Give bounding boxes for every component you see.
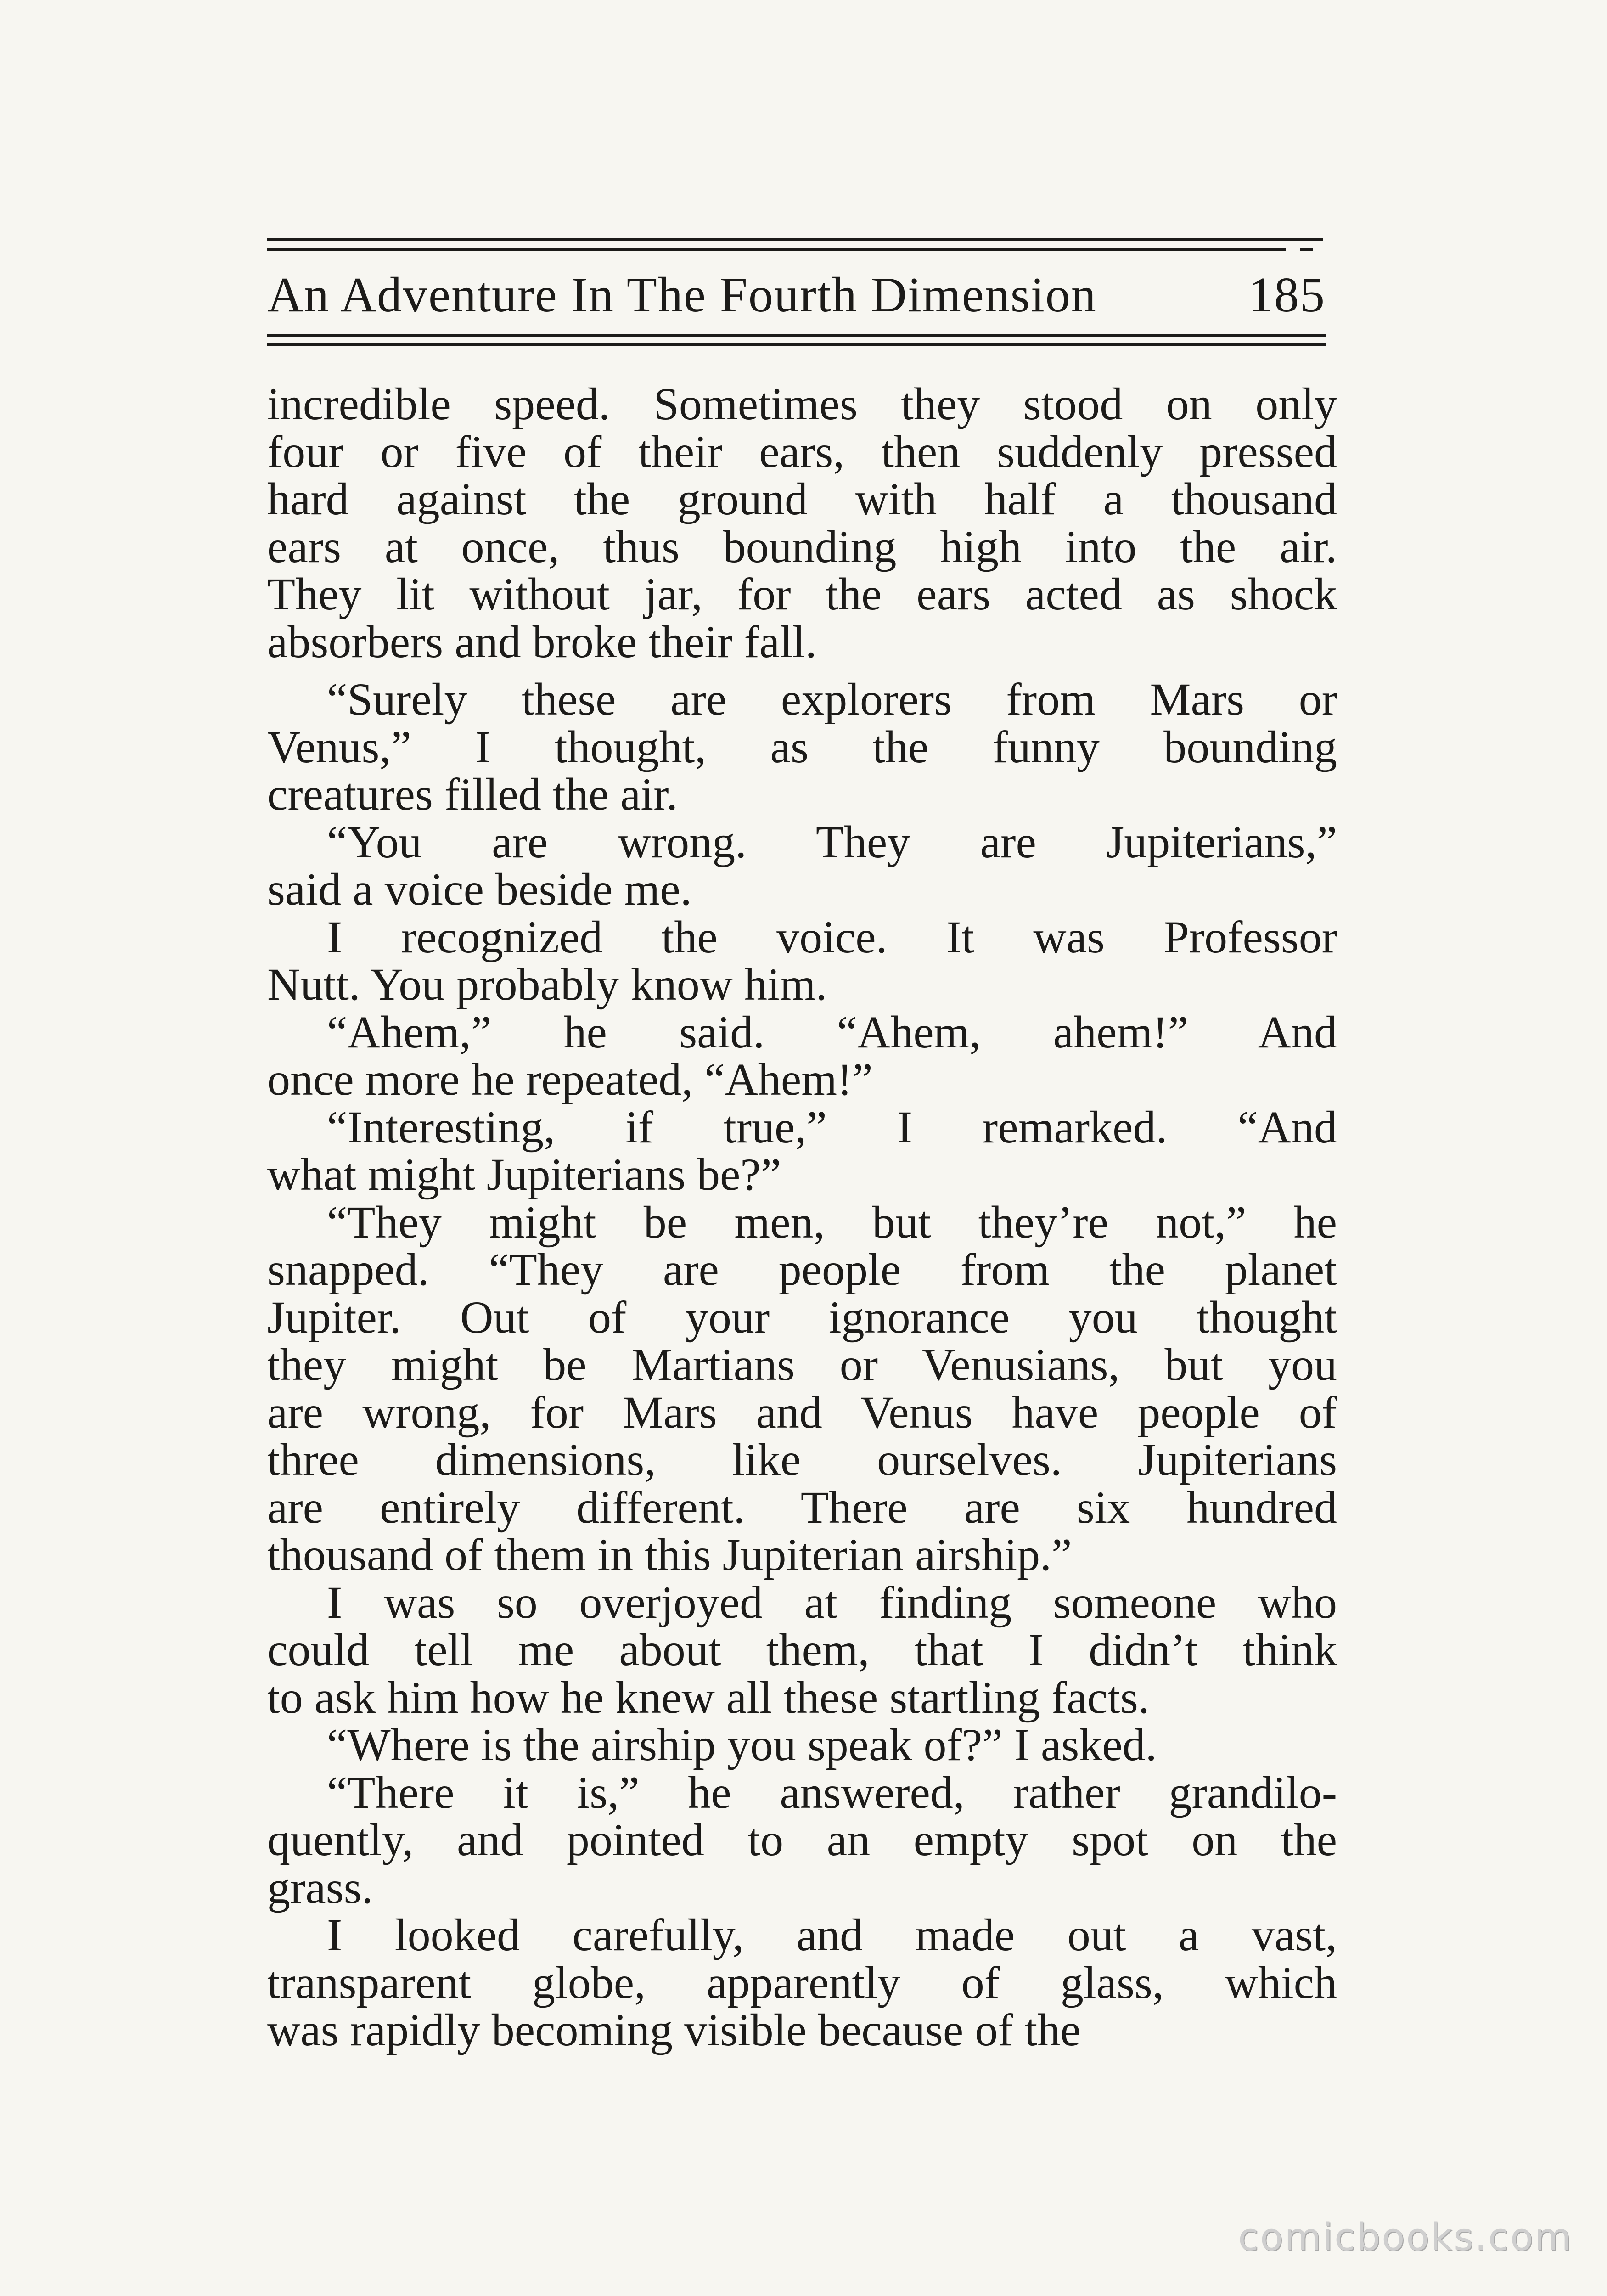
paragraph	[267, 818, 1337, 913]
text-line: I looked carefully, and made out a vast,	[327, 1909, 1337, 1960]
text-line: “You are wrong. They are Jupiterians,”	[327, 816, 1337, 867]
paragraph	[267, 1196, 1337, 1580]
body-text	[267, 380, 1337, 2054]
text-line: I was so overjoyed at finding someone who	[327, 1576, 1337, 1628]
text-line: what might Jupiterians be?”	[267, 1149, 781, 1200]
paragraph	[267, 1769, 1337, 1912]
text-line: “Surely these are explorers from Mars or	[327, 674, 1337, 725]
text-line: once more he repeated, “Ahem!”	[267, 1054, 873, 1105]
text-line: Nutt. You probably know him.	[267, 959, 827, 1010]
text-line: They lit without jar, for the ears acted as shock	[267, 568, 1337, 619]
text-line: thousand of them in this Jupiterian airship.”	[267, 1529, 1072, 1580]
text-line: transparent globe, apparently of glass, which	[267, 1957, 1337, 2008]
paragraph	[267, 675, 1337, 818]
text-line: Jupiter. Out of your ignorance you thought	[267, 1291, 1337, 1343]
rule-line	[267, 248, 1286, 251]
text-line: three dimensions, like ourselves. Jupiterians	[267, 1434, 1337, 1485]
text-line: are entirely different. There are six hundred	[267, 1481, 1337, 1533]
text-line: said a voice beside me.	[267, 864, 692, 915]
header-top-rule	[267, 234, 1323, 253]
text-line: quently, and pointed to an empty spot on the	[267, 1814, 1337, 1865]
rule-fragment	[1300, 248, 1313, 251]
rule-line	[267, 334, 1326, 337]
watermark-logo: comicbooks.com	[1238, 2216, 1573, 2259]
running-title: An Adventure In The Fourth Dimension	[267, 268, 1097, 322]
text-line: to ask him how he knew all these startling facts.	[267, 1671, 1150, 1723]
text-line: “Interesting, if true,” I remarked. “And	[327, 1101, 1337, 1153]
text-line: creatures filled the air.	[267, 769, 678, 820]
paragraph	[267, 1103, 1337, 1199]
text-line: “Where is the airship you speak of?” I asked.	[327, 1719, 1157, 1770]
paragraph	[267, 380, 1337, 665]
page-number: 185	[1248, 268, 1326, 322]
paragraph	[267, 913, 1337, 1008]
text-line: Venus,” I thought, as the funny bounding	[267, 721, 1337, 772]
rule-line	[267, 343, 1326, 346]
text-line: they might be Martians or Venusians, but you	[267, 1339, 1337, 1390]
text-line: “Ahem,” he said. “Ahem, ahem!” And	[327, 1006, 1337, 1058]
text-line: I recognized the voice. It was Professor	[327, 911, 1337, 962]
paragraph	[267, 1721, 1337, 1769]
paragraph	[267, 1008, 1337, 1103]
text-line: “They might be men, but they’re not,” he	[327, 1196, 1337, 1248]
text-line: could tell me about them, that I didn’t think	[267, 1624, 1337, 1675]
paragraph	[267, 1576, 1337, 1723]
text-line: four or five of their ears, then suddenly pressed	[267, 426, 1337, 477]
paragraph	[267, 1911, 1337, 2054]
header-bottom-rule	[267, 332, 1323, 350]
text-line: ears at once, thus bounding high into the air.	[267, 521, 1337, 572]
text-line: was rapidly becoming visible because of the	[267, 2004, 1081, 2055]
text-line: snapped. “They are people from the planet	[267, 1244, 1337, 1295]
running-header	[267, 265, 1326, 325]
text-line: hard against the ground with half a thousand	[267, 473, 1337, 524]
text-line: “There it is,” he answered, rather grandilo-	[327, 1767, 1337, 1818]
text-line: absorbers and broke their fall.	[267, 616, 817, 667]
text-line: grass.	[267, 1862, 373, 1913]
text-line: incredible speed. Sometimes they stood on only	[267, 378, 1337, 429]
rule-line	[267, 238, 1323, 241]
text-line: are wrong, for Mars and Venus have people of	[267, 1386, 1337, 1438]
